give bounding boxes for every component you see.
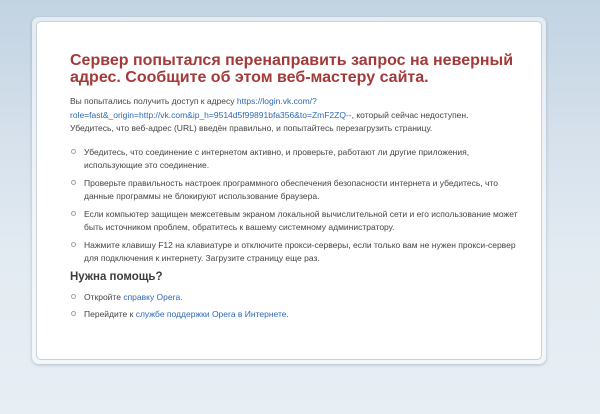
bullet-icon — [71, 211, 76, 216]
help-item-opera-support — [70, 308, 510, 321]
list-item — [70, 208, 520, 234]
error-title: Сервер попытался перенаправить запрос на неверный адрес. Сообщите об этом веб-мастеру сайта. — [70, 52, 514, 86]
bullet-icon — [71, 311, 76, 316]
list-item — [70, 146, 520, 172]
help-item-opera-help — [70, 291, 510, 304]
help-heading: Нужна помощь? — [70, 271, 163, 283]
list-item-text: Нажмите клавишу F12 на клавиатуре и отключите прокси-серверы, если только вам не нужен прокси-сервер для подключения к интернету. Загрузите страницу еще раз. — [84, 240, 516, 263]
intro-text-after: , который сейчас недоступен. Убедитесь, что веб-адрес (URL) введён правильно, и попытайтесь перезагрузить страницу. — [70, 109, 469, 133]
opera-help-link[interactable]: справку Opera — [123, 292, 181, 302]
list-item — [70, 177, 520, 203]
help-list — [70, 291, 510, 325]
intro-text-before: Вы попытались получить доступ к адресу — [70, 96, 237, 106]
bullet-icon — [71, 242, 76, 247]
help-item-text-after: . — [286, 309, 289, 319]
list-item-text: Убедитесь, что соединение с интернетом активно, и проверьте, работают ли другие приложения, использующие это соединение. — [84, 147, 470, 170]
bullet-icon — [71, 149, 76, 154]
bullet-icon — [71, 180, 76, 185]
bullet-icon — [71, 294, 76, 299]
error-card — [36, 21, 542, 360]
list-item — [70, 239, 520, 265]
error-description — [70, 95, 510, 136]
troubleshooting-list — [70, 146, 520, 270]
help-item-text-after: . — [180, 292, 183, 302]
opera-support-link[interactable]: службе поддержки Opera в Интернете — [135, 309, 287, 319]
help-item-text-before: Перейдите к — [84, 309, 136, 319]
list-item-text: Если компьютер защищен межсетевым экраном локальной вычислительной сети и его использование может быть источником проблем, обратитесь к вашему системному администратору. — [84, 209, 518, 232]
help-item-text-before: Откройте — [84, 292, 124, 302]
list-item-text: Проверьте правильность настроек программного обеспечения безопасности интернета и убедитесь, что данные программы не блокируют использование браузера. — [84, 178, 498, 201]
requested-url-link[interactable]: https://login.vk.com/?role=fast&_origin=http://vk.com&ip_h=9514d5f99891bfa356&to=ZmF2ZQ-- — [70, 96, 352, 120]
